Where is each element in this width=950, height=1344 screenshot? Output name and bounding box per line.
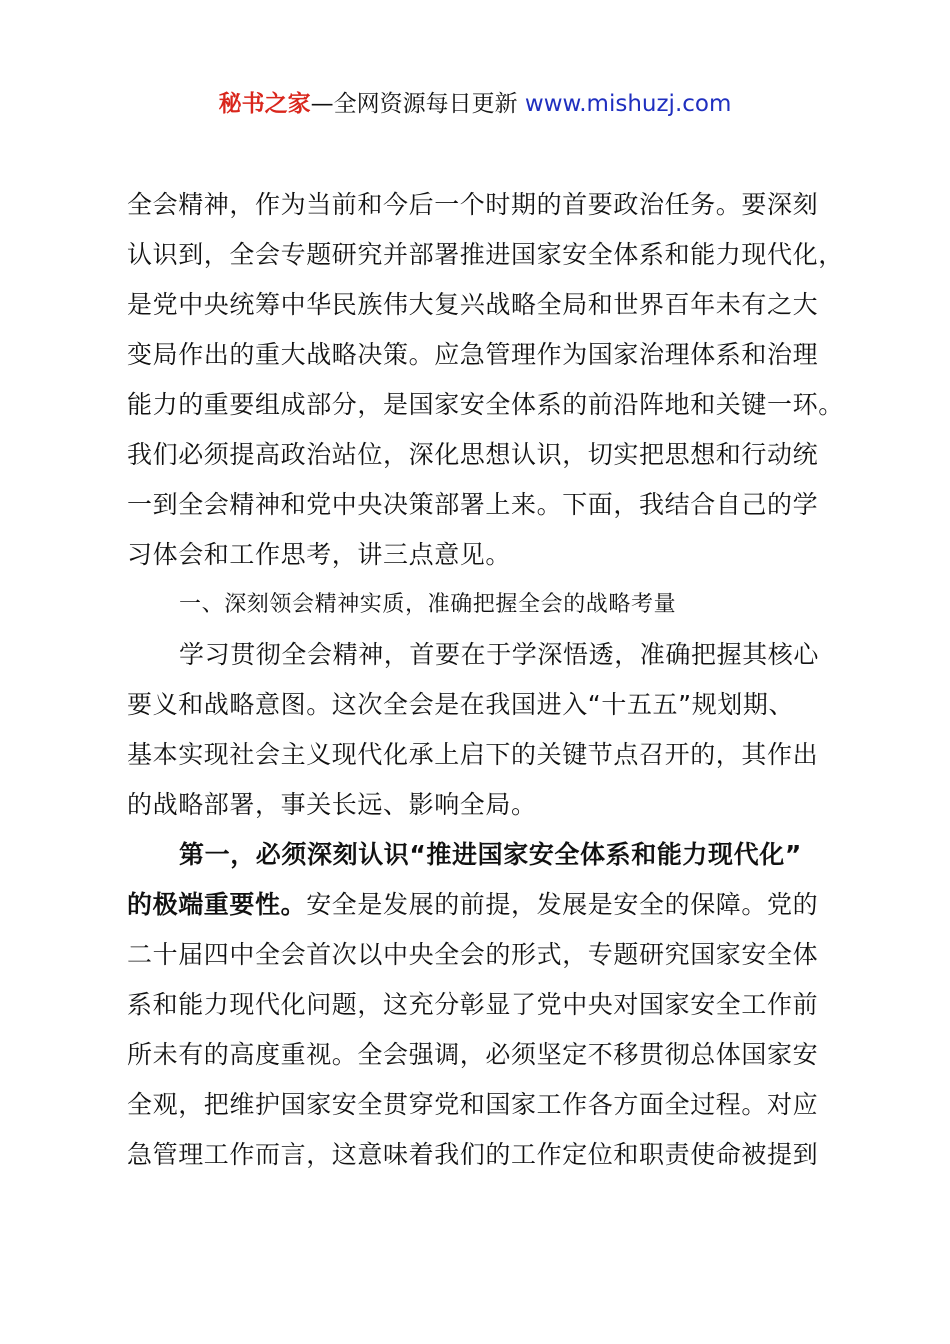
paragraph-line: 系和能力现代化问题，这充分彰显了党中央对国家安全工作前	[127, 990, 819, 1019]
paragraph-line: 变局作出的重大战略决策。应急管理作为国家治理体系和治理	[127, 340, 819, 369]
paragraph-line: 急管理工作而言，这意味着我们的工作定位和职责使命被提到	[127, 1140, 819, 1169]
paragraph-line	[127, 880, 837, 930]
paragraph-line: 学习贯彻全会精神，首要在于学深悟透，准确把握其核心	[179, 640, 820, 669]
paragraph-line: 要义和战略意图。这次全会是在我国进入“十五五”规划期、	[127, 690, 795, 719]
paragraph-line: 全会精神，作为当前和今后一个时期的首要政治任务。要深刻	[127, 190, 819, 219]
site-tagline: —全网资源每日更新	[310, 91, 525, 117]
section-heading: 一、深刻领会精神实质，准确把握全会的战略考量	[179, 592, 677, 617]
paragraph-line: 认识到，全会专题研究并部署推进国家安全体系和能力现代化，	[127, 240, 844, 269]
point-heading-end: 的极端重要性。	[127, 890, 307, 919]
paragraph-line: 我们必须提高政治站位，深化思想认识，切实把思想和行动统	[127, 440, 819, 469]
point-heading: 第一，必须深刻认识“推进国家安全体系和能力现代化”	[179, 840, 802, 869]
paragraph-line: 一到全会精神和党中央决策部署上来。下面，我结合自己的学	[127, 490, 819, 519]
paragraph-line: 所未有的高度重视。全会强调，必须坚定不移贯彻总体国家安	[127, 1040, 819, 1069]
site-url-link[interactable]: www.mishuzj.com	[524, 91, 732, 117]
paragraph-line: 的战略部署，事关长远、影响全局。	[127, 790, 537, 819]
site-brand: 秘书之家	[218, 91, 311, 117]
paragraph-text: 安全是发展的前提，发展是安全的保障。党的	[306, 890, 819, 919]
paragraph-line: 全观，把维护国家安全贯穿党和国家工作各方面全过程。对应	[127, 1090, 819, 1119]
paragraph-line: 是党中央统筹中华民族伟大复兴战略全局和世界百年未有之大	[127, 290, 819, 319]
paragraph-line: 习体会和工作思考，讲三点意见。	[127, 540, 512, 569]
paragraph-line: 基本实现社会主义现代化承上启下的关键节点召开的，其作出	[127, 740, 819, 769]
document-body	[127, 180, 844, 1180]
paragraph-line: 二十届四中全会首次以中央全会的形式，专题研究国家安全体	[127, 940, 819, 969]
site-header	[0, 88, 950, 120]
paragraph-line: 能力的重要组成部分，是国家安全体系的前沿阵地和关键一环。	[127, 390, 844, 419]
